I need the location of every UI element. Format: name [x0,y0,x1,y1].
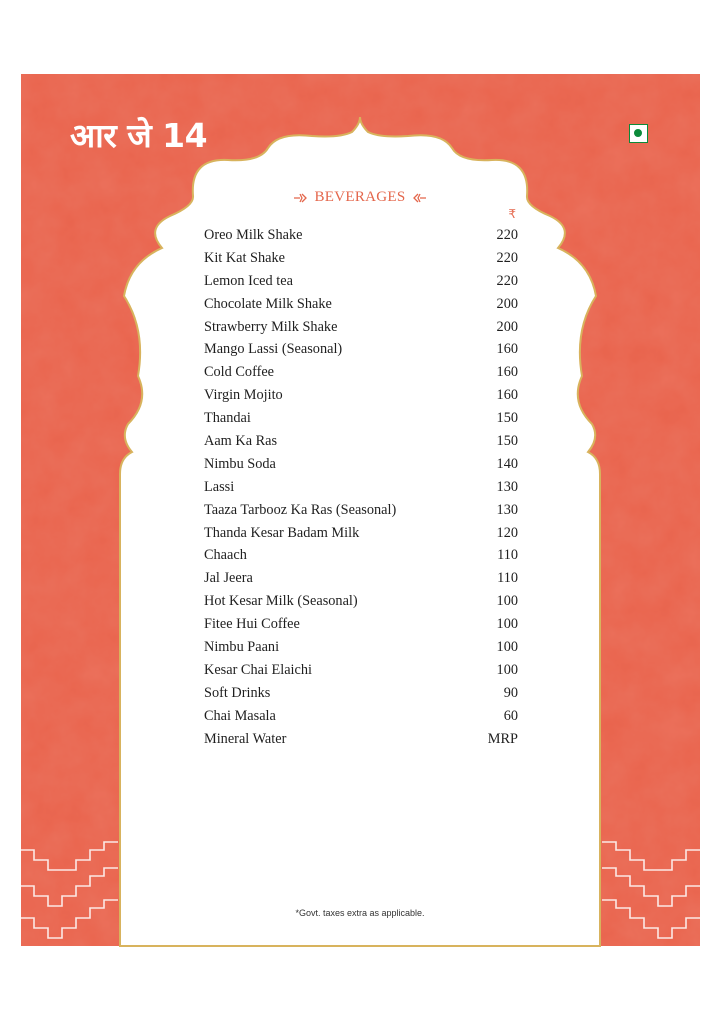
menu-item [204,682,518,705]
menu-item-name: Taaza Tarbooz Ka Ras (Seasonal) [204,501,397,518]
menu-item [204,728,518,751]
menu-item [204,361,518,384]
menu-item [204,705,518,728]
menu-item-price: 220 [496,249,518,266]
menu-item-price: 130 [496,478,518,495]
menu-item [204,247,518,270]
menu-item [204,338,518,361]
menu-item-name: Nimbu Paani [204,638,280,655]
ornament-left-icon [293,192,307,204]
menu-item-name: Virgin Mojito [204,387,283,404]
menu-item-price: 100 [496,661,518,678]
menu-item [204,590,518,613]
menu-item [204,476,518,499]
menu-item [204,522,518,545]
menu-item [204,293,518,316]
menu-item-price: 200 [496,318,518,335]
section-title: BEVERAGES [314,189,406,205]
menu-item [204,384,518,407]
menu-item-name: Cold Coffee [204,364,275,381]
menu-item [204,499,518,522]
menu-item-name: Lassi [204,478,235,495]
ornament-right-icon [413,192,427,204]
menu-item-name: Mango Lassi (Seasonal) [204,341,343,358]
menu-item-name: Oreo Milk Shake [204,226,303,243]
menu-item-name: Kit Kat Shake [204,249,285,266]
menu-item-price: 150 [496,410,518,427]
menu-item-price: 100 [496,593,518,610]
menu-item-name: Fitee Hui Coffee [204,616,300,633]
menu-item-price: 220 [496,272,518,289]
menu-item-name: Lemon Iced tea [204,272,293,289]
menu-item-name: Nimbu Soda [204,455,276,472]
menu-item-price: 90 [503,684,518,701]
menu-item-name: Thanda Kesar Badam Milk [204,524,360,541]
menu-item-price: 140 [496,455,518,472]
tax-footnote: *Govt. taxes extra as applicable. [295,908,425,918]
menu-item-price: 160 [496,364,518,381]
menu-item [204,430,518,453]
menu-item [204,544,518,567]
currency-symbol: ₹ [508,207,516,221]
menu-item-name: Chaach [204,547,247,564]
menu-item-name: Thandai [204,410,251,427]
menu-item-name: Hot Kesar Milk (Seasonal) [204,593,358,610]
menu-item-price: 160 [496,387,518,404]
section-heading [200,189,520,206]
menu-item-price: 220 [496,226,518,243]
menu-item [204,613,518,636]
menu-item-name: Strawberry Milk Shake [204,318,338,335]
menu-item-name: Jal Jeera [204,570,253,587]
menu-item-price: 150 [496,432,518,449]
menu-item-name: Aam Ka Ras [204,432,278,449]
menu-item [204,659,518,682]
menu-item [204,270,518,293]
menu-item-price: 110 [497,547,518,564]
menu-item [204,636,518,659]
menu-item-price: 100 [496,616,518,633]
menu-item [204,453,518,476]
menu-item [204,224,518,247]
menu-item-price: 100 [496,638,518,655]
menu-item-price: MRP [487,730,518,747]
menu-item-price: 60 [503,707,518,724]
menu-item-price: 110 [497,570,518,587]
menu-item [204,567,518,590]
menu-item-price: 200 [496,295,518,312]
menu-item-name: Kesar Chai Elaichi [204,661,312,678]
veg-mark-icon [629,124,648,143]
menu-item-list [204,224,518,750]
menu-item-price: 130 [496,501,518,518]
menu-item-price: 160 [496,341,518,358]
menu-item-name: Chocolate Milk Shake [204,295,332,312]
menu-item-name: Chai Masala [204,707,276,724]
menu-item-price: 120 [496,524,518,541]
menu-item-name: Mineral Water [204,730,287,747]
menu-item [204,407,518,430]
menu-item [204,316,518,339]
restaurant-title: आर जे 14 [70,116,208,155]
menu-item-name: Soft Drinks [204,684,271,701]
